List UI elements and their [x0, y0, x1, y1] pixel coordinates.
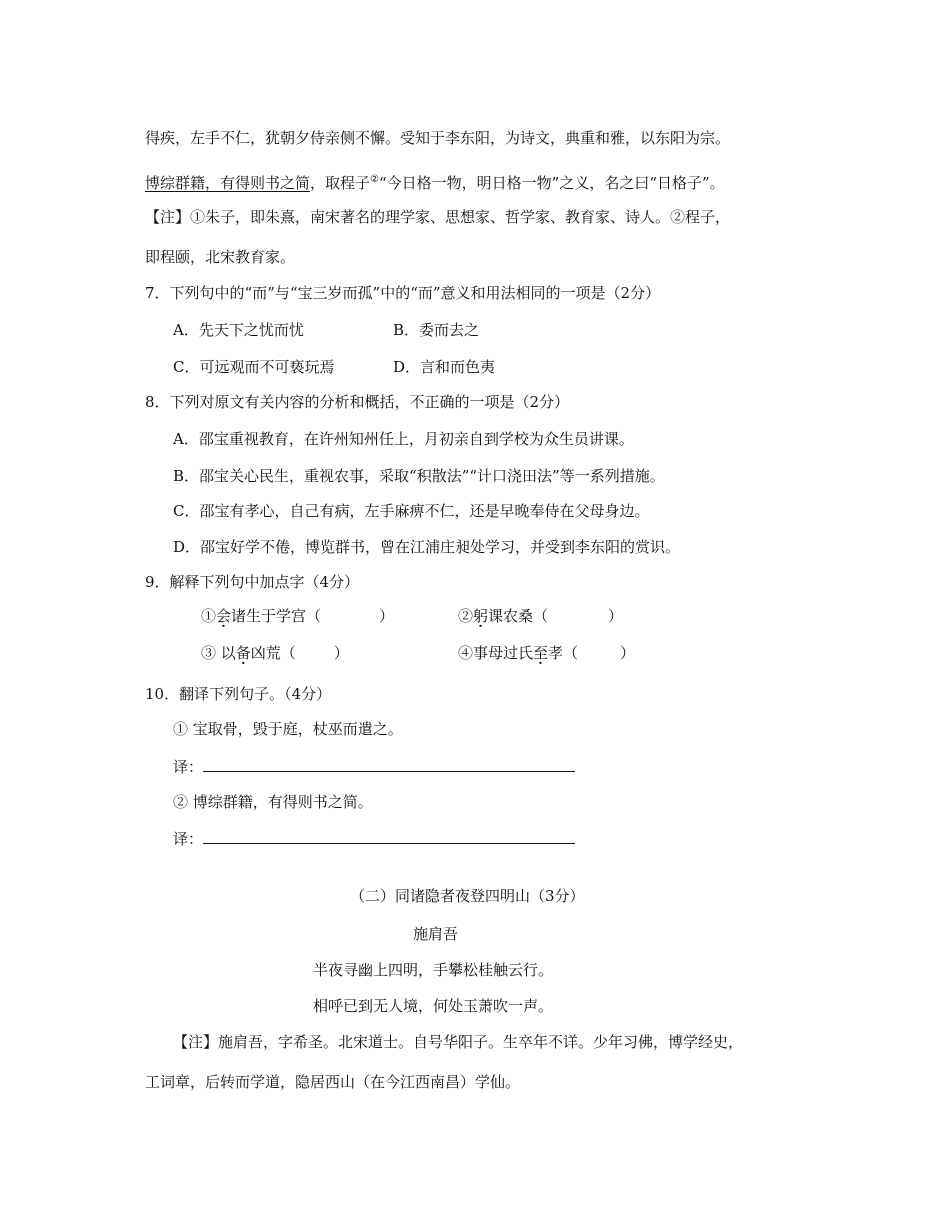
item-paren: ） [333, 644, 349, 662]
q9-item-3 [201, 643, 349, 663]
question-9-stem: 9．解释下列句中加点字（4分） [145, 573, 360, 591]
item-paren: ） [379, 607, 395, 625]
item-text: 诸生于学宫（ [231, 607, 322, 625]
item-text: 凶荒（ [250, 644, 296, 662]
dotted-character: 躬 [473, 607, 489, 625]
q8-option-c: C．邵宝有孝心，自己有病，左手麻痹不仁，还是早晚奉侍在父母身边。 [173, 502, 650, 520]
item-number: ① [201, 607, 217, 625]
q7-option-c: C．可远观而不可亵玩焉 [173, 358, 335, 376]
poem-annotation: 【注】施肩吾，字希圣。北宋道士。自号华阳子。生卒年不详。少年习佛，博学经史， [173, 1033, 744, 1051]
answer-line[interactable] [203, 756, 575, 772]
footnote-mark: ② [370, 174, 379, 185]
q9-item-1 [201, 606, 394, 626]
poem-line-1: 半夜寻幽上四明，手攀松桂触云行。 [313, 961, 554, 979]
dotted-character: 备 [235, 644, 251, 662]
q8-option-a: A．邵宝重视教育，在许州知州任上，月初亲自到学校为众生员讲课。 [173, 430, 634, 448]
poem-line-2: 相呼已到无人境，何处玉萧吹一声。 [313, 997, 554, 1015]
item-number: ② [458, 607, 474, 625]
question-10-stem: 10．翻译下列句子。（4分） [145, 685, 332, 703]
item-text: 课农桑（ [488, 607, 549, 625]
poem-annotation: 工词章，后转而学道，隐居西山（在今江西南昌）学仙。 [145, 1073, 521, 1091]
translation-label: 译： [173, 758, 204, 776]
q7-option-b: B．委而去之 [393, 321, 480, 339]
q9-item-2 [458, 606, 623, 626]
passage-text: ，取程子 [310, 174, 371, 192]
dotted-character: 会 [216, 607, 232, 625]
passage-line [145, 170, 725, 193]
translation-line-2 [173, 828, 575, 849]
item-paren: ） [620, 644, 636, 662]
poem-heading: （二）同诸隐者夜登四明山（3分） [350, 887, 585, 905]
q7-option-d: D．言和而色夷 [393, 358, 496, 376]
q7-option-a: A．先天下之忧而忧 [173, 321, 304, 339]
translation-label: 译： [173, 830, 204, 848]
q8-option-d: D．邵宝好学不倦，博览群书，曾在江浦庄昶处学习，并受到李东阳的赏识。 [173, 538, 681, 556]
item-paren: ） [608, 607, 624, 625]
question-8-stem: 8．下列对原文有关内容的分析和概括，不正确的一项是（2分） [145, 393, 570, 411]
q10-sentence-2: ② 博综群籍，有得则书之简。 [173, 793, 373, 811]
dotted-character: 至 [533, 644, 549, 662]
q8-option-b: B．邵宝关心民生，重视农事，采取“积散法”“计口浇田法”等一系列措施。 [173, 467, 665, 485]
q10-sentence-1: ① 宝取骨，毁于庭，杖巫而遣之。 [173, 720, 403, 738]
q9-item-4 [458, 643, 635, 663]
passage-line: 得疾，左手不仁，犹朝夕侍亲侧不懈。受知于李东阳，为诗文，典重和雅，以东阳为宗。 [145, 129, 731, 147]
annotation-note: 【注】①朱子，即朱熹，南宋著名的理学家、思想家、哲学家、教育家、诗人。②程子， [145, 208, 731, 226]
answer-line[interactable] [203, 828, 575, 844]
question-7-stem: 7．下列句中的“而”与“宝三岁而孤”中的“而”意义和用法相同的一项是（2分） [145, 284, 661, 302]
underlined-sentence: 博综群籍，有得则书之简 [145, 174, 311, 192]
item-number: ③ 以 [201, 644, 236, 662]
translation-line-1 [173, 756, 575, 777]
item-text: 孝（ [548, 644, 579, 662]
annotation-note: 即程颐，北宋教育家。 [145, 248, 296, 266]
poem-author: 施肩吾 [413, 925, 459, 943]
passage-text: “今日格一物，明日格一物”之义，名之曰“日格子”。 [379, 174, 725, 192]
item-number: ④事母过氏 [458, 644, 534, 662]
